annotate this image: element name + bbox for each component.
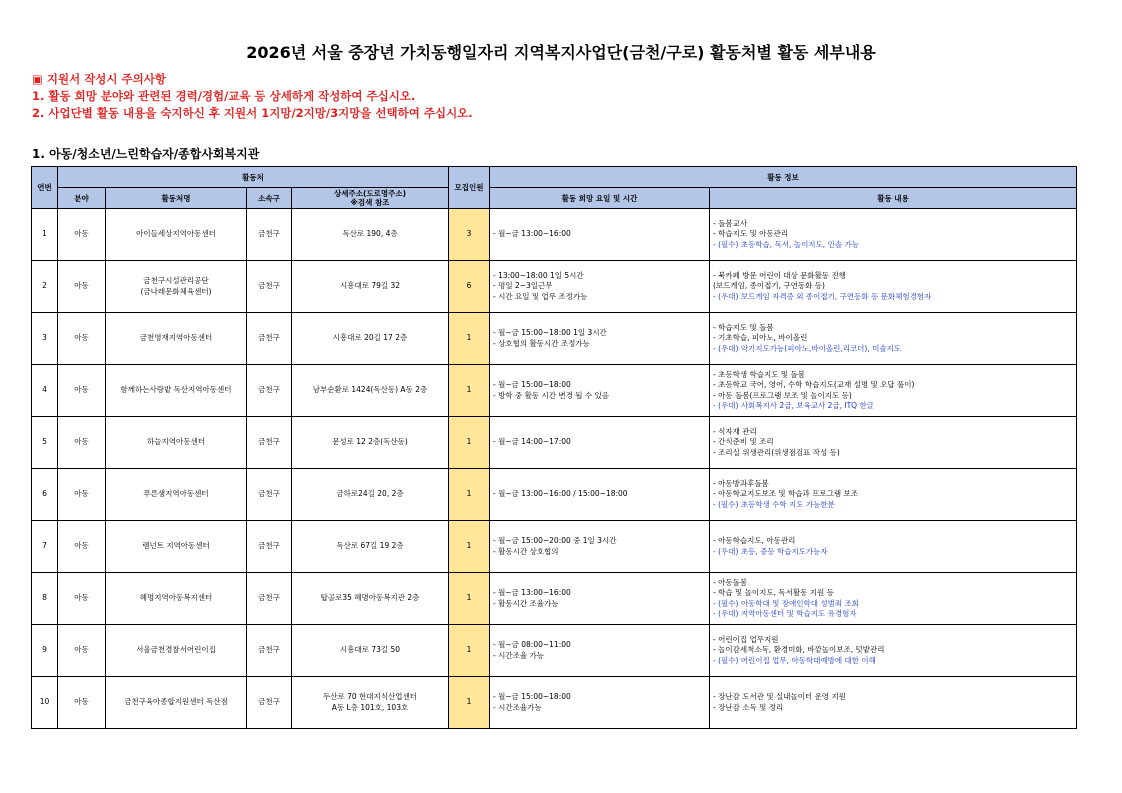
row-content <box>710 313 1077 365</box>
row-schedule <box>490 261 710 313</box>
place-name-line: 하늘지역아동센터 <box>147 437 205 447</box>
row-content <box>710 625 1077 677</box>
header-address <box>292 188 449 209</box>
address-line: 탑골로35 혜명아동복지관 2층 <box>320 593 420 603</box>
row-field: 아동 <box>58 573 106 625</box>
table-body <box>32 209 1077 729</box>
content-line: - 조리실 위생관리(위생점검표 작성 등) <box>713 447 840 457</box>
table-row <box>32 209 1077 261</box>
page-title: 2026년 서울 중장년 가치동행일자리 지역복지사업단(금천/구로) 활동처별 활동 세부내용 <box>246 43 876 62</box>
place-name-line: 혜명지역아동복지센터 <box>139 593 213 603</box>
content-line: - (필수) 초등학습, 독서, 놀이지도, 인솔 가능 <box>713 239 859 249</box>
schedule-line: - 월~금 08:00~11:00 <box>493 640 571 649</box>
schedule-line: - 평일 2~3일근무 <box>493 281 553 291</box>
content-line: - 아동학습지도, 아동관리 <box>713 536 796 545</box>
place-name-line: 함께하는사랑밭 독산지역아동센터 <box>120 385 232 395</box>
schedule-line: - 시간조율 가능 <box>493 650 544 660</box>
content-line: - 간식준비 및 조리 <box>713 437 774 447</box>
content-line: - 장난감 도서관 및 실내놀이터 운영 지원 <box>713 692 846 701</box>
content-line: - 어린이집 업무지원 <box>713 634 779 644</box>
content-line: - (우대) 악기지도가능(피아노,바이올린,리코더), 미술지도 <box>713 343 902 353</box>
schedule-line: - 월~금 15:00~18:00 <box>493 692 571 701</box>
content-line: - (필수) 어린이집 업무, 아동학대예방에 대한 이해 <box>713 655 876 665</box>
header-address-note: ※검색 참조 <box>350 198 390 207</box>
row-district: 금천구 <box>247 469 292 521</box>
row-district: 금천구 <box>247 209 292 261</box>
row-field: 아동 <box>58 261 106 313</box>
table-row <box>32 261 1077 313</box>
header-schedule: 활동 희망 요일 및 시간 <box>490 188 710 209</box>
address-line: 시흥대로 79길 32 <box>339 281 401 291</box>
row-address <box>292 417 449 469</box>
table-row <box>32 469 1077 521</box>
row-place-name <box>106 521 247 573</box>
row-number: 9 <box>32 625 58 677</box>
row-place-name <box>106 365 247 417</box>
row-address <box>292 313 449 365</box>
row-content <box>710 677 1077 729</box>
row-address <box>292 469 449 521</box>
schedule-line: - 활동시간 조율가능 <box>493 598 559 608</box>
content-line: - 돌봄교사 <box>713 218 748 228</box>
notice-heading: ▣ 지원서 작성시 주의사항 <box>32 72 166 86</box>
content-line: - 초등학생 학습지도 및 돌봄 <box>713 369 805 379</box>
row-content <box>710 209 1077 261</box>
row-number: 2 <box>32 261 58 313</box>
row-number: 5 <box>32 417 58 469</box>
row-recruit-count: 3 <box>449 209 490 261</box>
row-schedule <box>490 625 710 677</box>
place-name-line: 금천영재지역아동센터 <box>139 333 213 343</box>
row-recruit-count: 1 <box>449 573 490 625</box>
row-recruit-count: 6 <box>449 261 490 313</box>
schedule-line: - 방학 중 활동 시간 변경 될 수 있음 <box>493 390 609 400</box>
row-number: 1 <box>32 209 58 261</box>
content-line: - 학습 및 놀이지도, 독서활동 지원 등 <box>713 588 834 597</box>
row-address <box>292 573 449 625</box>
row-recruit-count: 1 <box>449 677 490 729</box>
place-name-line: (금나래문화체육센터) <box>140 286 212 296</box>
row-field: 아동 <box>58 469 106 521</box>
row-field: 아동 <box>58 521 106 573</box>
content-line: - 학습지도 및 돌봄 <box>713 322 774 332</box>
content-line: - 아동 돌봄(프로그램 보조 및 놀이지도 등) <box>713 390 852 400</box>
header-district: 소속구 <box>247 188 292 209</box>
row-district: 금천구 <box>247 365 292 417</box>
header-name: 활동처명 <box>106 188 247 209</box>
place-name-line: 금천구육아종합지원센터 독산점 <box>124 697 228 707</box>
row-number: 3 <box>32 313 58 365</box>
row-district: 금천구 <box>247 313 292 365</box>
row-field: 아동 <box>58 625 106 677</box>
row-place-name <box>106 625 247 677</box>
row-recruit-count: 1 <box>449 625 490 677</box>
row-schedule <box>490 677 710 729</box>
address-line: 독산로 190, 4층 <box>342 229 398 239</box>
header-group-info: 활동 정보 <box>490 167 1077 188</box>
schedule-line: - 월~금 13:00~16:00 <box>493 588 571 597</box>
address-line: 문성로 12 2층(독산동) <box>332 437 408 447</box>
table-row <box>32 625 1077 677</box>
row-address <box>292 209 449 261</box>
row-place-name <box>106 573 247 625</box>
content-line: - 북카페 방문 어린이 대상 문화활동 진행 <box>713 270 846 280</box>
table-row <box>32 365 1077 417</box>
header-content: 활동 내용 <box>710 188 1077 209</box>
row-recruit-count: 1 <box>449 417 490 469</box>
row-content <box>710 573 1077 625</box>
row-recruit-count: 1 <box>449 365 490 417</box>
row-schedule <box>490 365 710 417</box>
row-field: 아동 <box>58 677 106 729</box>
content-line: - (필수) 아동학대 및 장애인학대 성범죄 조회 <box>713 598 860 608</box>
content-line: - 놀이감세척소독, 환경미화, 바깥놀이보조, 텃밭관리 <box>713 645 885 655</box>
row-district: 금천구 <box>247 521 292 573</box>
row-district: 금천구 <box>247 417 292 469</box>
row-field: 아동 <box>58 209 106 261</box>
row-address <box>292 261 449 313</box>
content-line: - 학습지도 및 아동관리 <box>713 229 789 239</box>
row-schedule <box>490 209 710 261</box>
table-row <box>32 521 1077 573</box>
row-schedule <box>490 573 710 625</box>
schedule-line: - 상호협의 활동시간 조정가능 <box>493 338 590 348</box>
row-number: 8 <box>32 573 58 625</box>
header-no: 연번 <box>32 167 58 209</box>
header-field: 분야 <box>58 188 106 209</box>
row-field: 아동 <box>58 417 106 469</box>
row-recruit-count: 1 <box>449 521 490 573</box>
notice-box <box>32 71 473 122</box>
header-recruit: 모집인원 <box>449 167 490 209</box>
section-title: 1. 아동/청소년/느린학습자/종합사회복지관 <box>32 147 260 161</box>
content-line: - 아동돌봄 <box>713 577 748 587</box>
row-district: 금천구 <box>247 625 292 677</box>
content-line: - (우대) 지역아동센터 및 학습지도 유경험자 <box>713 609 857 618</box>
address-line: 남부순환로 1424(독산동) A동 2층 <box>312 385 428 395</box>
row-schedule <box>490 313 710 365</box>
table-row <box>32 417 1077 469</box>
row-schedule <box>490 469 710 521</box>
schedule-line: - 시간조율가능 <box>493 702 542 712</box>
activity-table <box>31 166 1077 729</box>
row-content <box>710 521 1077 573</box>
row-field: 아동 <box>58 313 106 365</box>
content-line: - 기초학습, 피아노, 바이올린 <box>713 333 808 343</box>
row-district: 금천구 <box>247 261 292 313</box>
address-line: 금하로24길 20, 2층 <box>336 489 404 499</box>
notice-item: 1. 활동 희망 분야와 관련된 경력/경험/교육 등 상세하게 작성하여 주십시오. <box>32 89 416 103</box>
content-line: - 장난감 소독 및 정리 <box>713 702 784 712</box>
place-name-line: 금천구시설관리공단 <box>143 276 209 285</box>
content-line: - 초등학교 국어, 영어, 수학 학습지도(교재 설명 및 오답 풀이) <box>713 380 915 389</box>
row-content <box>710 261 1077 313</box>
content-line: - (우대) 사회복지사 2급, 보육교사 2급, ITQ 한글 <box>713 401 874 410</box>
row-address <box>292 365 449 417</box>
schedule-line: - 시간 요일 및 업무 조정가능 <box>493 291 588 301</box>
row-content <box>710 469 1077 521</box>
row-number: 4 <box>32 365 58 417</box>
schedule-line: - 월~금 13:00~16:00 / 15:00~18:00 <box>493 489 628 499</box>
table-row <box>32 677 1077 729</box>
row-schedule <box>490 417 710 469</box>
row-address <box>292 521 449 573</box>
table-row <box>32 573 1077 625</box>
row-place-name <box>106 261 247 313</box>
row-recruit-count: 1 <box>449 313 490 365</box>
row-recruit-count: 1 <box>449 469 490 521</box>
row-field: 아동 <box>58 365 106 417</box>
content-line: - (우대) 초등, 중등 학습지도가능자 <box>713 546 828 556</box>
row-district: 금천구 <box>247 573 292 625</box>
content-line: - 식자재 관리 <box>713 426 757 436</box>
content-line: - 아동방과후돌봄 <box>713 478 769 488</box>
schedule-line: - 월~금 15:00~18:00 1일 3시간 <box>493 328 607 337</box>
row-place-name <box>106 677 247 729</box>
place-name-line: 아이들세상지역아동센터 <box>136 229 216 239</box>
schedule-line: - 월~금 13:00~16:00 <box>493 229 571 239</box>
row-content <box>710 417 1077 469</box>
schedule-line: - 월~금 15:00~18:00 <box>493 380 571 389</box>
schedule-line: - 13:00~18:00 1일 5시간 <box>493 270 584 280</box>
content-line: (보드게임, 종이접기, 구연동화 등) <box>713 281 825 291</box>
schedule-line: - 월~금 15:00~20:00 중 1일 3시간 <box>493 536 617 545</box>
address-line: 두산로 70 현대지식산업센터 <box>322 692 417 701</box>
row-place-name <box>106 313 247 365</box>
address-line: A동 L층 101호, 103호 <box>331 702 409 712</box>
row-number: 6 <box>32 469 58 521</box>
row-address <box>292 677 449 729</box>
place-name-line: 푸른샘지역아동센터 <box>143 489 209 499</box>
row-content <box>710 365 1077 417</box>
notice-item: 2. 사업단별 활동 내용을 숙지하신 후 지원서 1지망/2지망/3지망을 선택하여 주십시오. <box>32 106 473 120</box>
content-line: - 아동학교지도보조 및 학습과 프로그램 보조 <box>713 489 859 499</box>
header-address-line: 상세주소(도로명주소) <box>333 189 407 198</box>
schedule-line: - 월~금 14:00~17:00 <box>493 437 571 447</box>
place-name-line: 서울금천경찰서어린이집 <box>136 645 216 655</box>
table-row <box>32 313 1077 365</box>
row-place-name <box>106 417 247 469</box>
header-group-place: 활동처 <box>58 167 449 188</box>
address-line: 시흥대로 20길 17 2층 <box>332 333 408 343</box>
row-number: 7 <box>32 521 58 573</box>
content-line: - (필수) 초등학생 수학 지도 가능한분 <box>713 499 835 509</box>
address-line: 시흥대로 73길 50 <box>339 645 401 655</box>
schedule-line: - 활동시간 상호협의 <box>493 546 559 556</box>
place-name-line: 렘넌트 지역아동센터 <box>142 541 210 551</box>
row-place-name <box>106 209 247 261</box>
row-number: 10 <box>32 677 58 729</box>
row-district: 금천구 <box>247 677 292 729</box>
row-schedule <box>490 521 710 573</box>
row-place-name <box>106 469 247 521</box>
address-line: 독산로 67길 19 2층 <box>336 541 404 551</box>
row-address <box>292 625 449 677</box>
content-line: - (우대) 보드게임 자격증 외 종이접기, 구연동화 등 문화체험경험자 <box>713 291 932 301</box>
